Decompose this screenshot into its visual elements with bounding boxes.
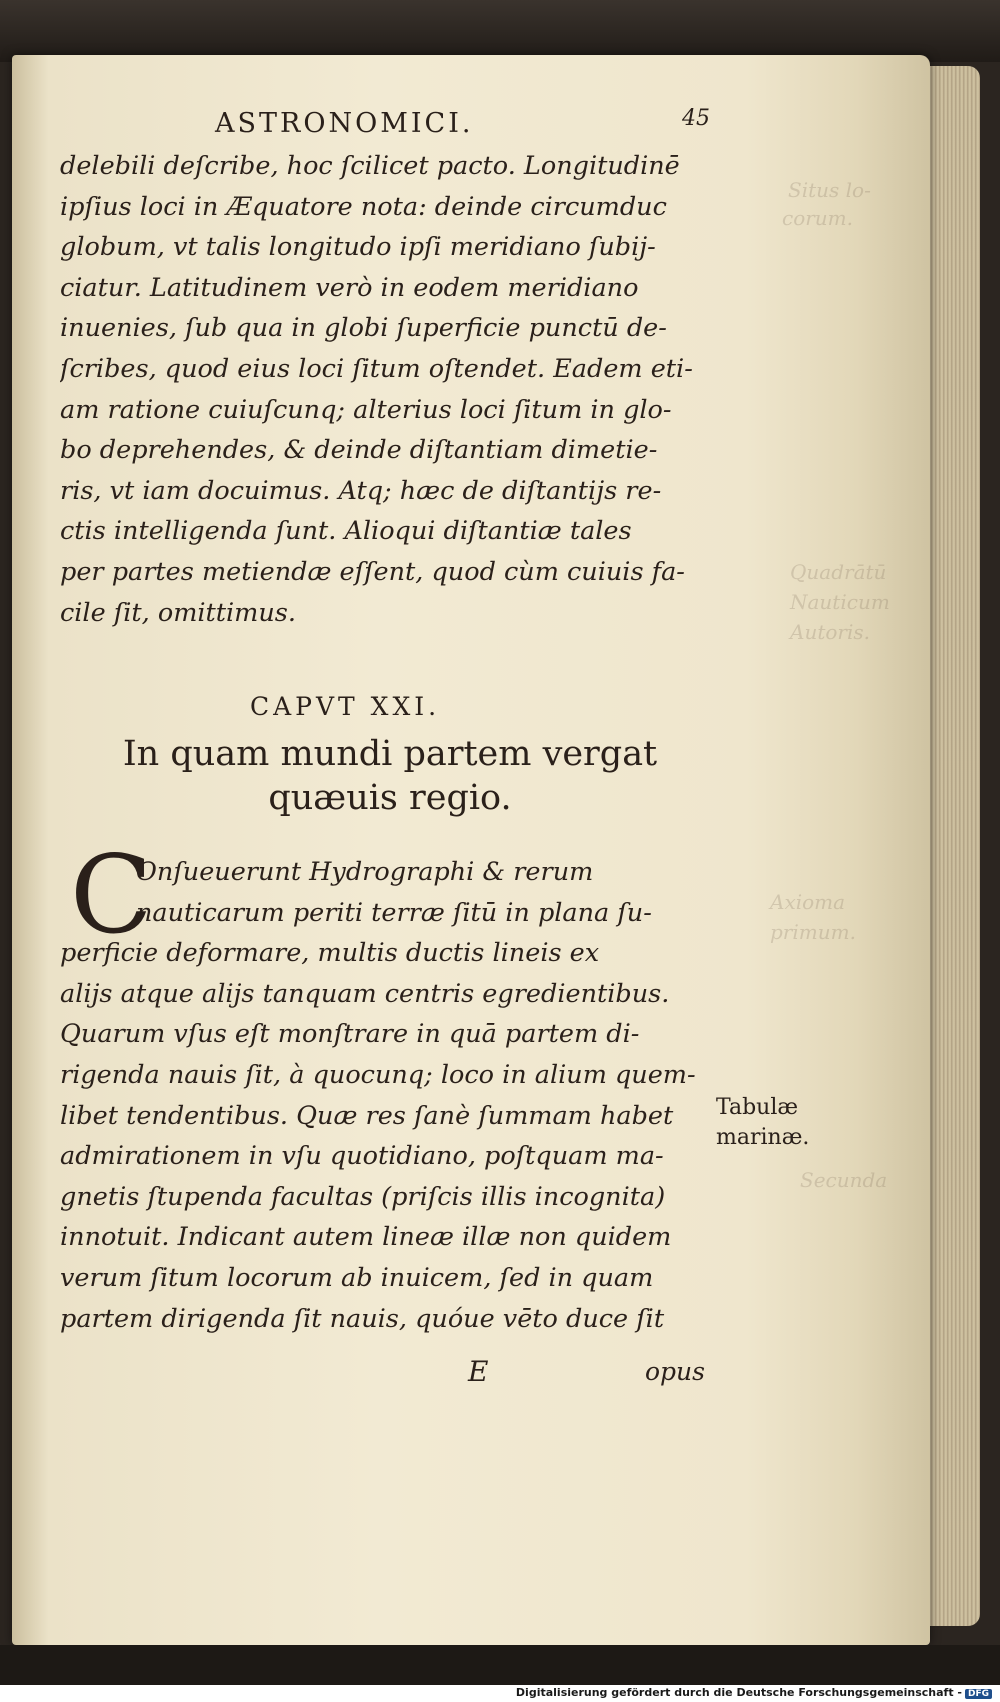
running-head: ASTRONOMICI. [215,108,474,139]
bleed-through-text: corum. [782,206,854,230]
signature-mark: E [468,1355,489,1388]
chapter-title-line: In quam mundi partem vergat [122,734,658,774]
bleed-through-text: Autoris. [790,620,870,644]
text-line: ris, vt iam docuimus. Atq; hæc de diſtantijs re- [60,475,662,506]
text-line: alijs atque alijs tanquam centris egredientibus. [60,978,670,1009]
footer-credit [516,1686,992,1699]
dfg-logo-icon: DFG [965,1689,992,1699]
text-line: nauticarum periti terræ ſitū in plana ſu- [136,897,652,928]
text-line: ſcribes, quod eius loci ſitum oſtendet. Eadem eti- [60,353,693,384]
book-bottom-shadow [0,1645,1000,1685]
text-line: ciatur. Latitudinem verò in eodem meridiano [60,272,639,303]
chapter-heading: CAPVT XXI. [250,692,441,721]
bleed-through-text: primum. [770,920,856,944]
bleed-through-text: Nauticum [790,590,890,614]
text-line: perficie deformare, multis ductis lineis ex [60,938,600,969]
text-line: admirationem in vſu quotidiano, poſtquam ma- [60,1141,664,1172]
bleed-through-text: Quadrātū [790,560,887,584]
text-line: rigenda nauis ſit, à quocunq; loco in alium quem- [60,1059,696,1090]
marginal-note-line: marinæ. [716,1125,810,1150]
text-line: partem dirigenda ſit nauis, quóue vēto duce ſit [60,1303,665,1334]
text-line: innotuit. Indicant autem lineæ illæ non quidem [60,1222,672,1253]
text-line: cile ſit, omittimus. [60,597,296,628]
text-line: gnetis ſtupenda facultas (priſcis illis incognita) [60,1181,666,1212]
bleed-through-text: Secunda [800,1168,888,1192]
text-line: ipſius loci in Æquatore nota: deinde circumduc [60,191,667,222]
chapter-title [60,732,720,820]
text-line: am ratione cuiuſcunq; alterius loci ſitum in glo- [60,394,672,425]
book-spine-top [0,0,1000,62]
catchword: opus [645,1357,705,1386]
text-line: Quarum vſus eſt monſtrare in quā partem di- [60,1019,640,1050]
text-line: inuenies, ſub qua in globi ſuperficie punctū de- [60,313,667,344]
footer-credit-text: Digitalisierung gefördert durch die Deutsche Forschungsgemeinschaft - [515,1686,962,1699]
text-line: bo deprehendes, & deinde diſtantiam dimetie- [60,435,658,466]
marginal-note-line: Tabulæ [716,1095,799,1120]
bleed-through-text: Axioma [770,890,846,914]
text-block-bottom [60,852,720,1339]
text-line: libet tendentibus. Quæ res ſanè ſummam habet [60,1100,674,1131]
chapter-title-line: quæuis regio. [268,778,512,818]
text-line: ctis intelligenda ſunt. Alioqui diſtantiæ tales [60,516,632,547]
page-number: 45 [682,106,710,131]
text-line: globum, vt talis longitudo ipſi meridiano ſubij- [60,232,656,263]
text-line: delebili deſcribe, hoc ſcilicet pacto. Longitudinē [60,151,680,181]
text-line: Onſueuerunt Hydrographi & rerum [136,857,594,887]
text-line: per partes metiendæ eſſent, quod cùm cuiuis fa- [60,556,685,587]
drop-cap: C [70,833,153,958]
bleed-through-text: Situs lo- [788,178,871,202]
text-line: verum ſitum locorum ab inuicem, ſed in quam [60,1262,654,1293]
text-block-top [60,146,720,633]
marginal-note [716,1093,809,1153]
